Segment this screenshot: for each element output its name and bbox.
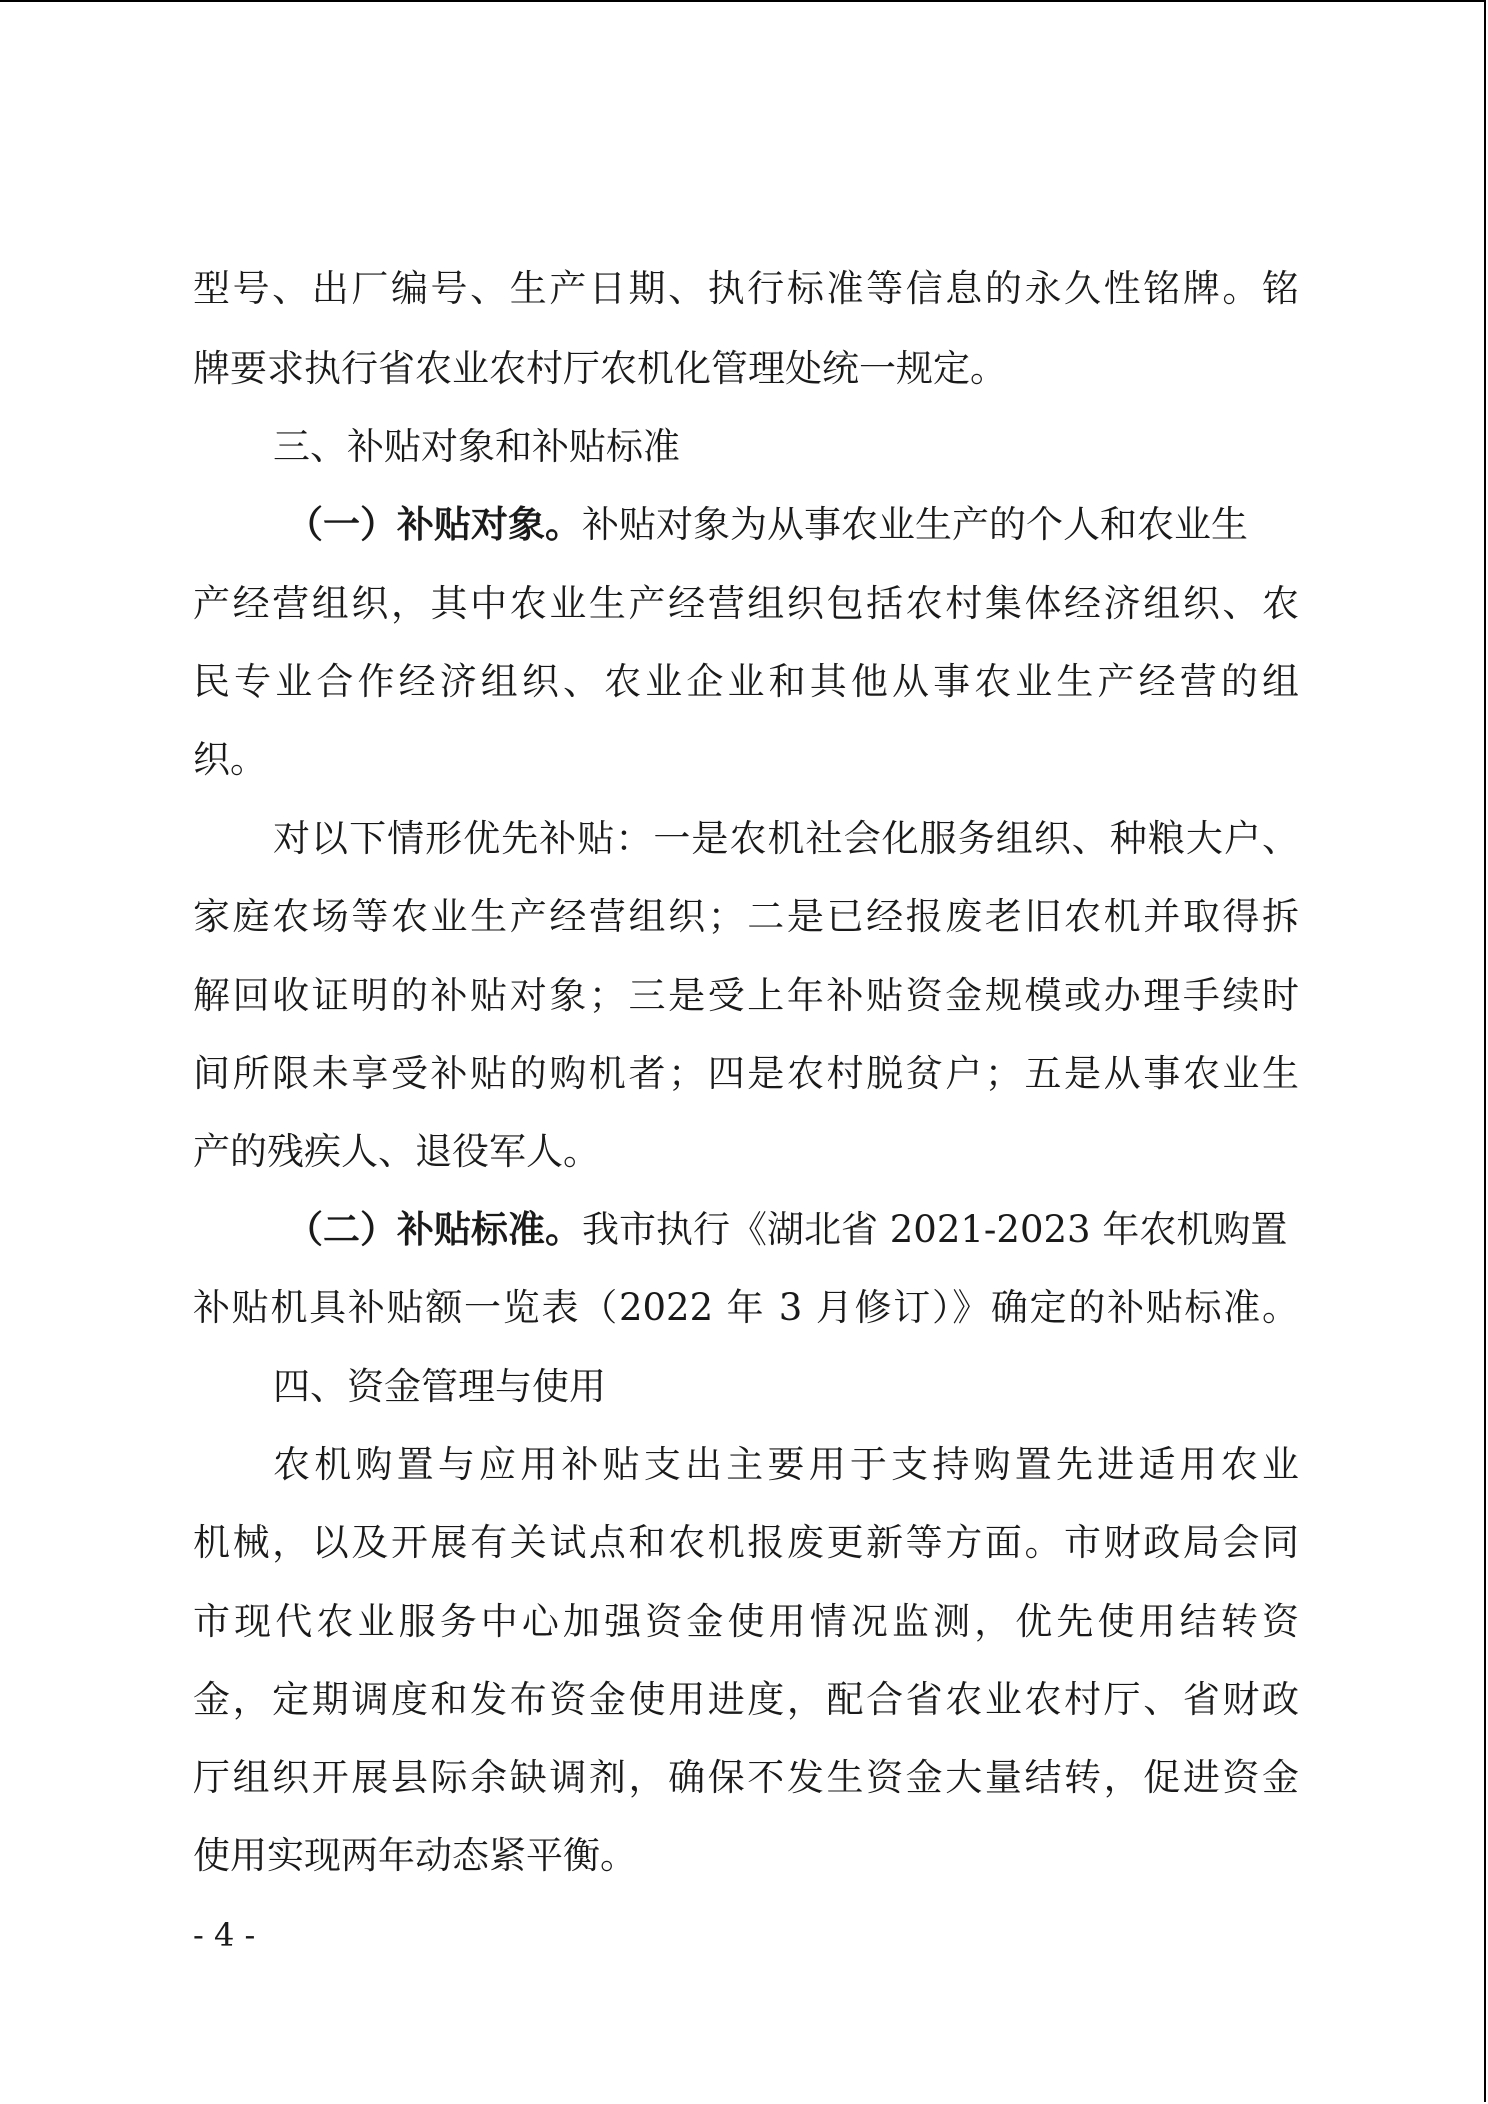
text-line-14: 补贴机具补贴额一览表（2022 年 3 月修订）》确定的补贴标准。 [193, 1286, 1299, 1329]
subsection-heading-2: （二）补贴标准。 [286, 1208, 582, 1251]
subsection-line-2 [286, 1190, 1299, 1270]
section-heading-4: 四、资金管理与使用 [273, 1365, 606, 1408]
text-line-10: 解回收证明的补贴对象；三是受上年补贴资金规模或办理手续时 [193, 974, 1299, 1017]
text-line-19: 金，定期调度和发布资金使用进度，配合省农业农村厅、省财政 [193, 1678, 1299, 1721]
page-number: - 4 - [193, 1916, 256, 1954]
text-line-1: 型号、出厂编号、生产日期、执行标准等信息的永久性铭牌。铭 [193, 267, 1299, 310]
text-line-9: 家庭农场等农业生产经营组织；二是已经报废老旧农机并取得拆 [193, 895, 1299, 938]
text-line-7: 织。 [193, 738, 267, 781]
subsection-text-1: 补贴对象为从事农业生产的个人和农业生 [582, 503, 1248, 546]
text-line-21: 使用实现两年动态紧平衡。 [193, 1834, 637, 1877]
text-line-2: 牌要求执行省农业农村厅农机化管理处统一规定。 [193, 347, 1007, 390]
subsection-line-1 [286, 485, 1299, 565]
text-line-18: 市现代农业服务中心加强资金使用情况监测，优先使用结转资 [193, 1600, 1299, 1643]
subsection-text-2: 我市执行《湖北省 2021-2023 年农机购置 [582, 1208, 1288, 1251]
section-heading-3: 三、补贴对象和补贴标准 [273, 425, 680, 468]
text-line-5: 产经营组织，其中农业生产经营组织包括农村集体经济组织、农 [193, 582, 1299, 625]
text-line-17: 机械，以及开展有关试点和农机报废更新等方面。市财政局会同 [193, 1521, 1299, 1564]
text-line-12: 产的残疾人、退役军人。 [193, 1130, 600, 1173]
text-line-11: 间所限未享受补贴的购机者；四是农村脱贫户；五是从事农业生 [193, 1052, 1299, 1095]
text-line-6: 民专业合作经济组织、农业企业和其他从事农业生产经营的组 [193, 660, 1299, 703]
text-line-16: 农机购置与应用补贴支出主要用于支持购置先进适用农业 [273, 1443, 1299, 1486]
text-line-20: 厅组织开展县际余缺调剂，确保不发生资金大量结转，促进资金 [193, 1756, 1299, 1799]
text-line-8: 对以下情形优先补贴：一是农机社会化服务组织、种粮大户、 [273, 817, 1299, 860]
subsection-heading-1: （一）补贴对象。 [286, 503, 582, 546]
